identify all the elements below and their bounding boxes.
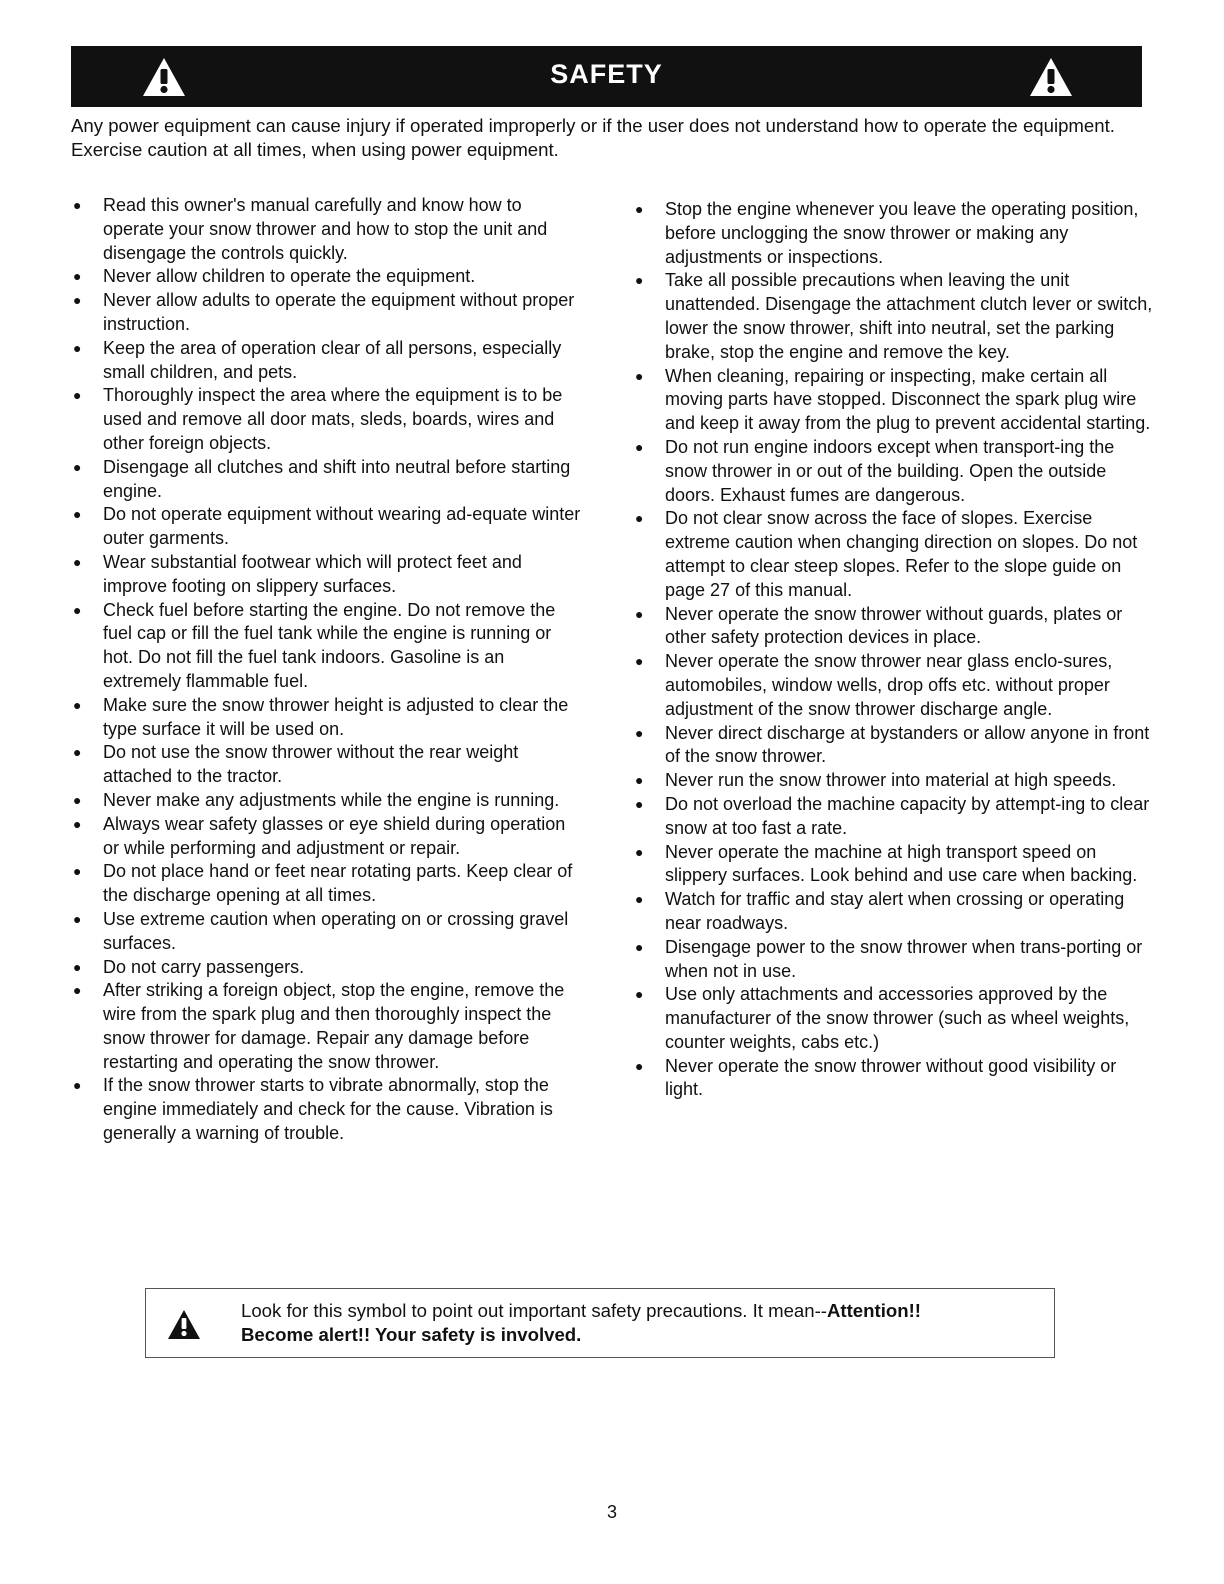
bullet-icon: ● [73, 601, 82, 618]
list-item-text: Do not place hand or feet near rotating parts. Keep clear of the discharge opening at all times. [103, 861, 573, 906]
list-item [71, 194, 586, 265]
list-item [633, 888, 1153, 936]
list-item [633, 436, 1153, 507]
list-item-text: Do not clear snow across the face of slopes. Exercise extreme caution when changing direction on slopes. Do not attempt to clear steep slopes. Refer to the slope guide on page 27 of this manual. [665, 508, 1138, 600]
list-item-text: Never operate the snow thrower without good visibility or light. [665, 1055, 1117, 1100]
list-item-text: Keep the area of operation clear of all persons, especially small children, and pets. [103, 337, 562, 382]
bullet-icon: ● [635, 605, 644, 622]
list-item [633, 769, 1153, 793]
list-item-text: Make sure the snow thrower height is adjusted to clear the type surface it will be used on. [103, 694, 569, 739]
list-item-text: Wear substantial footwear which will protect feet and improve footing on slippery surfaces. [103, 551, 522, 596]
list-item [71, 337, 586, 385]
list-item-text: Never direct discharge at bystanders or allow anyone in front of the snow thrower. [665, 722, 1150, 767]
list-item [71, 265, 586, 289]
warning-triangle-icon [1028, 56, 1074, 98]
warning-triangle-icon [167, 1309, 201, 1340]
bullet-icon: ● [73, 553, 82, 570]
bullet-icon: ● [73, 910, 82, 927]
list-item [71, 789, 586, 813]
bullet-icon: ● [635, 986, 644, 1003]
list-item [71, 599, 586, 694]
list-item [71, 694, 586, 742]
bullet-icon: ● [635, 438, 644, 455]
bullet-icon: ● [73, 292, 82, 309]
bullet-icon: ● [73, 958, 82, 975]
list-item [633, 793, 1153, 841]
list-item-text: Never allow children to operate the equipment. [103, 266, 476, 287]
list-item-text: Watch for traffic and stay alert when crossing or operating near roadways. [665, 889, 1125, 933]
bullet-icon: ● [635, 272, 644, 289]
bullet-icon: ● [73, 982, 82, 999]
list-item-text: After striking a foreign object, stop the engine, remove the wire from the spark plug and then thoroughly inspect the snow thrower for damage. Repair any damage before restarting and operating the snow thrower. [103, 980, 565, 1072]
list-item [71, 860, 586, 908]
list-item [71, 908, 586, 956]
list-item [633, 603, 1153, 651]
bullet-icon: ● [635, 201, 644, 217]
list-item [71, 979, 586, 1074]
list-item [71, 1074, 586, 1145]
list-item-text: Never operate the machine at high transport speed on slippery surfaces. Look behind and use care when backing. [665, 841, 1138, 886]
list-item [71, 456, 586, 504]
list-item-text: Take all possible precautions when leaving the unit unattended. Disengage the attachment clutch lever or switch, lower the snow thrower, shift into neutral, set the parking brake, stop the engine and remove the key. [665, 270, 1153, 362]
bullet-icon: ● [73, 268, 82, 285]
list-item [71, 813, 586, 861]
bullet-icon: ● [635, 795, 644, 812]
list-item-text: Thoroughly inspect the area where the equipment is to be used and remove all door mats, sleds, boards, wires and other foreign objects. [103, 385, 563, 453]
list-item-text: Check fuel before starting the engine. Do not remove the fuel cap or fill the fuel tank while the engine is running or hot. Do not fill the fuel tank indoors. Gasoline is an extremely flammable fuel. [103, 599, 556, 691]
list-item [633, 365, 1153, 436]
list-item [633, 936, 1153, 984]
bullet-icon: ● [73, 815, 82, 832]
list-item-text: Do not use the snow thrower without the rear weight attached to the tractor. [103, 742, 519, 787]
list-item [633, 841, 1153, 889]
bullet-icon: ● [635, 653, 644, 670]
safety-list-left [71, 194, 586, 1146]
list-item [71, 503, 586, 551]
list-item [71, 289, 586, 337]
list-item [633, 650, 1153, 721]
callout-alert: Become alert!! Your safety is involved. [241, 1324, 582, 1345]
list-item [633, 983, 1153, 1054]
list-item [71, 741, 586, 789]
list-item-text: Disengage power to the snow thrower when trans-porting or when not in use. [665, 936, 1143, 981]
bullet-icon: ● [73, 863, 82, 880]
bullet-icon: ● [73, 1077, 82, 1094]
bullet-icon: ● [635, 510, 644, 527]
list-item [633, 722, 1153, 770]
list-item-text: Always wear safety glasses or eye shield during operation or while performing and adjustment or repair. [103, 813, 566, 858]
bullet-icon: ● [73, 506, 82, 523]
bullet-icon: ● [635, 938, 644, 955]
bullet-icon: ● [73, 458, 82, 475]
list-item-text: If the snow thrower starts to vibrate abnormally, stop the engine immediately and check for the cause. Vibration is generally a warning of trouble. [103, 1075, 553, 1144]
list-item-text: Disengage all clutches and shift into neutral before starting engine. [103, 456, 571, 501]
intro-paragraph: Any power equipment can cause injury if operated improperly or if the user does not understand how to operate the equipment. Exercise caution at all times, when using power equipment. [71, 115, 1115, 160]
bullet-icon: ● [73, 791, 82, 808]
bullet-icon: ● [635, 367, 644, 384]
list-item-text: Do not run engine indoors except when transport-ing the snow thrower in or out of the building. Open the outside doors. Exhaust fumes are dangerous. [665, 436, 1115, 505]
list-item-text: Never run the snow thrower into material at high speeds. [665, 770, 1117, 791]
callout-attention: Attention!! [827, 1300, 921, 1321]
list-item-text: Do not overload the machine capacity by attempt-ing to clear snow at too fast a rate. [665, 793, 1150, 838]
safety-symbol-callout [145, 1288, 1055, 1358]
list-item [633, 507, 1153, 602]
bullet-icon: ● [635, 891, 644, 908]
bullet-icon: ● [73, 339, 82, 356]
list-item-text: Use extreme caution when operating on or crossing gravel surfaces. [103, 908, 569, 953]
safety-list-right [633, 198, 1153, 1102]
bullet-icon: ● [73, 744, 82, 761]
safety-header-banner [71, 46, 1142, 107]
callout-sentence: Look for this symbol to point out important safety precautions. It mean-- [241, 1300, 827, 1321]
bullet-icon: ● [635, 772, 644, 789]
list-item-text: Use only attachments and accessories approved by the manufacturer of the snow thrower (such as wheel weights, counter weights, cabs etc.) [665, 984, 1130, 1052]
bullet-icon: ● [635, 724, 644, 741]
list-item-text: Never operate the snow thrower without guards, plates or other safety protection devices in place. [665, 603, 1123, 648]
list-item [633, 1055, 1153, 1103]
list-item-text: Read this owner's manual carefully and know how to operate your snow thrower and how to stop the unit and disengage the controls quickly. [103, 195, 548, 263]
list-item-text: When cleaning, repairing or inspecting, make certain all moving parts have stopped. Disconnect the spark plug wire and keep it away from the plug to prevent accidental starting. [665, 365, 1151, 434]
list-item-text: Never make any adjustments while the engine is running. [103, 789, 560, 810]
bullet-icon: ● [73, 197, 82, 213]
bullet-icon: ● [635, 1057, 644, 1074]
bullet-icon: ● [73, 387, 82, 404]
list-item-text: Stop the engine whenever you leave the operating position, before unclogging the snow thrower or making any adjustments or inspections. [665, 199, 1139, 267]
page-number: 3 [606, 1502, 617, 1522]
list-item [71, 956, 586, 980]
list-item [633, 198, 1153, 269]
list-item [633, 269, 1153, 364]
list-item-text: Do not operate equipment without wearing ad-equate winter outer garments. [103, 504, 581, 549]
list-item-text: Do not carry passengers. [103, 956, 305, 977]
bullet-icon: ● [73, 696, 82, 713]
bullet-icon: ● [635, 843, 644, 860]
list-item-text: Never allow adults to operate the equipment without proper instruction. [103, 290, 575, 334]
list-item [71, 551, 586, 599]
list-item [71, 384, 586, 455]
callout-text [241, 1299, 1041, 1347]
page-title: SAFETY [550, 59, 663, 89]
list-item-text: Never operate the snow thrower near glass enclo-sures, automobiles, window wells, drop offs etc. without proper adjustment of the snow thrower discharge angle. [665, 651, 1113, 719]
